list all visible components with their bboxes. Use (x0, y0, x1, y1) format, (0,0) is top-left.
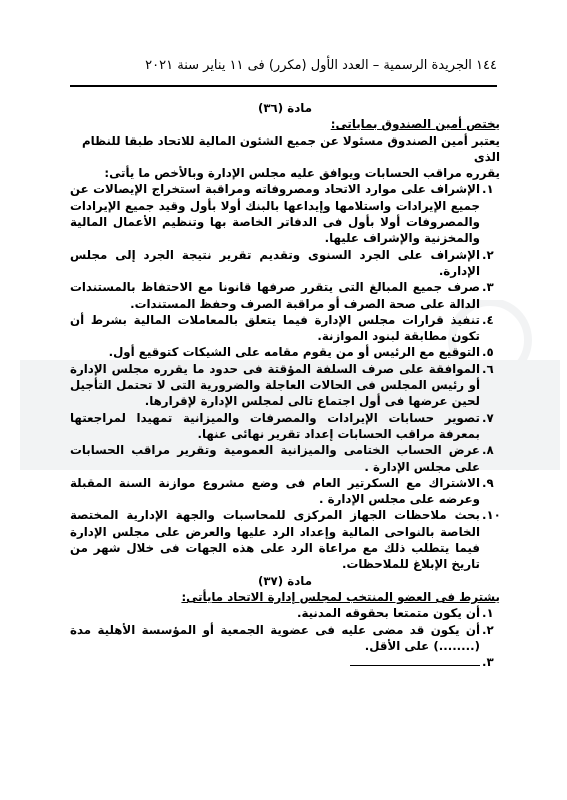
article-36-intro-line-2: يقرره مراقب الحسابات ويوافق عليه مجلس الإدارة وبالأخص ما يأتى: (104, 166, 500, 181)
list-item (70, 605, 500, 621)
list-item (70, 622, 500, 655)
item-text: أن يكون قد مضى عليه فى عضوية الجمعية أو المؤسسة الأهلية مدة (........) على الأقل. (70, 622, 480, 653)
list-item (70, 507, 500, 572)
item-text: عرض الحساب الختامى والميزانية العمومية وتقرير مراقب الحسابات على مجلس الإدارة . (70, 443, 480, 474)
item-number: .٢ (482, 622, 494, 637)
article-36-lead: يختص أمين الصندوق بماياتى: (330, 117, 500, 132)
item-number: .١ (482, 182, 494, 197)
list-item (70, 361, 500, 410)
item-text: أن يكون متمتعا بحقوقه المدنية. (296, 606, 480, 621)
item-text: تصوير حسابات الإيرادات والمصرفات والميزانية تمهيدا لمراجعتها بمعرفة مراقب الحسابات إعداد تقرير نهائى عنها. (70, 410, 480, 441)
list-item (70, 410, 500, 443)
item-number: .١٠ (482, 508, 501, 523)
item-number: .٩ (482, 475, 494, 490)
blank-line (350, 665, 480, 666)
item-text: الموافقة على صرف السلفة المؤقتة فى حدود ما يقرره مجلس الإدارة أو رئيس المجلس فى الحالات العاجلة والضرورية التى لا تحتمل التأجيل لحين عرضها فى أول اجتماع تالى لمجلس الإدارة لإقرارها. (70, 361, 480, 409)
item-number: .٧ (482, 410, 494, 425)
article-36-list (70, 181, 500, 572)
list-item (70, 442, 500, 475)
item-text: صرف جميع المبالغ التى يتقرر صرفها قانونا مع الاحتفاظ بالمستندات الدالة على صحة الصرف أو مراقبة الصرف وحفظ المستندات. (70, 280, 480, 311)
item-number: .٣ (482, 280, 494, 295)
page-header: ١٤٤ الجريدة الرسمية – العدد الأول (مكرر) فى ١١ يناير سنة ٢٠٢١ (145, 58, 497, 73)
article-37-list (70, 605, 500, 670)
item-number: .٦ (482, 361, 494, 376)
item-text: تنفيذ قرارات مجلس الإدارة فيما يتعلق بالمعاملات المالية بشرط أن تكون مطابقة لبنود الموازنة. (70, 312, 480, 344)
item-number: .٣ (482, 655, 494, 670)
article-37-lead: يشترط فى العضو المنتخب لمجلس إدارة الاتحاد مايأتى: (181, 589, 500, 604)
document-body (70, 100, 500, 670)
item-text: الاشتراك مع السكرتير العام فى وضع مشروع موازنة السنة المقبلة وعرضه على مجلس الإدارة . (70, 475, 480, 507)
list-item (70, 654, 500, 670)
list-item (70, 475, 500, 508)
article-37-title: مادة (٣٧) (257, 573, 313, 588)
item-number: .٤ (482, 312, 494, 327)
list-item (70, 247, 500, 280)
item-number: .٨ (482, 443, 494, 458)
item-text: بحث ملاحظات الجهاز المركزى للمحاسبات والجهة الإدارية المختصة الخاصة بالنواحى المالية وإعداد الرد عليها والعرض على مجلس الإدارة فيما يتطلب ذلك مع مراعاة الرد على هذه الجهات فى خلال شهر من تاريخ الإبلاغ للملاحظات. (70, 508, 480, 572)
list-item (70, 344, 500, 360)
item-text: الإشراف على موارد الاتحاد ومصروفاته ومراقبة استخراج الإيصالات عن جميع الإيرادات واستلامها وإيداعها بالبنك أولا بأول وقيد جميع الإيرادات والمصروفات أولا بأول فى الدفاتر الخاصة بها وتنظيم الأعمال المالية والمخزنية والإشراف عليها. (70, 182, 480, 246)
article-36-intro-line-1: يعتبر أمين الصندوق مسئولا عن جميع الشئون المالية للاتحاد طبقا للنظام الذى (81, 133, 500, 164)
item-number: .٥ (482, 345, 494, 360)
item-number: .١ (482, 606, 494, 621)
list-item (70, 279, 500, 312)
item-number: .٢ (482, 247, 494, 262)
item-text: التوقيع مع الرئيس أو من يقوم مقامه على الشيكات كتوقيع أول. (108, 345, 480, 360)
header-divider (70, 85, 497, 87)
list-item (70, 181, 500, 246)
article-36-title: مادة (٣٦) (257, 101, 313, 115)
list-item (70, 312, 500, 345)
item-text: الإشراف على الجرد السنوى وتقديم تقرير نتيجة الجرد إلى مجلس الإدارة. (70, 247, 480, 278)
